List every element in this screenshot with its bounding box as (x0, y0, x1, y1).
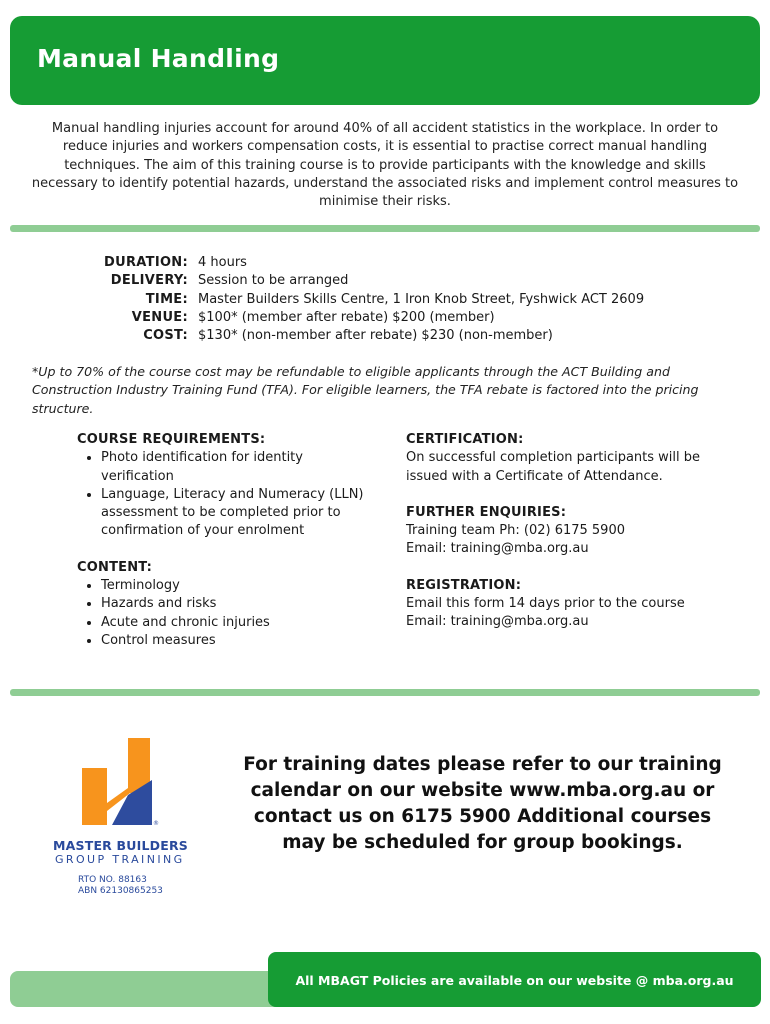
abn-number: ABN 62130865253 (78, 886, 163, 896)
list-item: • Terminology (101, 577, 377, 595)
list-item: • Control measures (101, 632, 377, 650)
certification-title: CERTIFICATION: (406, 432, 524, 447)
training-dates-message: For training dates please refer to our training calendar on our website www.mba.org.au or contact us on 6175 5900 Additional courses may be scheduled for group bookings. (243, 754, 722, 853)
course-details (60, 254, 644, 345)
enquiries-title: FURTHER ENQUIRIES: (406, 504, 567, 520)
requirements-list (77, 449, 377, 540)
list-item: • Acute and chronic injuries (101, 614, 377, 632)
list-item: • Language, Literacy and Numeracy (LLN) assessment to be completed prior to confirmation of your enrolment (101, 486, 377, 541)
left-column (77, 431, 377, 650)
enquiries-phone: Training team Ph: (02) 6175 5900 (406, 523, 625, 539)
content-title: CONTENT: (77, 559, 153, 575)
right-column (406, 431, 726, 632)
divider-top (10, 225, 760, 232)
rto-number: RTO NO. 88163 (78, 875, 147, 885)
detail-row-cost: COST: $130* (non-member after rebate) $230 (non-member) (143, 328, 553, 344)
intro-paragraph: Manual handling injuries account for around 40% of all accident statistics in the workplace. In order to reduce injuries and workers compensation costs, it is essential to practise correct manual handling techniques. The aim of this training course is to provide participants with the knowledge and skills necessary to identify potential hazards, understand the associated risks and implement control measures to minimise their risks. (31, 121, 739, 210)
footer-text: All MBAGT Policies are available on our website @ mba.org.au (295, 973, 734, 988)
detail-row-time: TIME: Master Builders Skills Centre, 1 Iron Knob Street, Fyshwick ACT 2609 (145, 291, 645, 307)
enquiries-email: Email: training@mba.org.au (406, 541, 589, 557)
footer-banner (268, 952, 761, 1007)
detail-row-venue: VENUE: $100* (member after rebate) $200 (member) (131, 309, 495, 325)
registration-title: REGISTRATION: (406, 577, 522, 593)
detail-row-delivery: DELIVERY: Session to be arranged (110, 273, 349, 289)
logo-subtitle: GROUP TRAINING (55, 853, 185, 866)
registration-email: Email: training@mba.org.au (406, 614, 589, 630)
divider-bottom (10, 689, 760, 696)
svg-text:®: ® (153, 820, 159, 827)
detail-row-duration: DURATION: 4 hours (104, 255, 247, 270)
list-item: • Photo identification for identity verification (101, 449, 377, 486)
rebate-note: *Up to 70% of the course cost may be refundable to eligible applicants through the ACT Building and Construction Industry Training Fund (TFA). For eligible learners, the TFA rebate is factored into the pricing structure. (32, 364, 699, 416)
registration-text: Email this form 14 days prior to the course (406, 596, 685, 612)
list-item: • Hazards and risks (101, 595, 377, 613)
certification-text: On successful completion participants will be issued with a Certificate of Attendance. (406, 450, 701, 484)
requirements-title: COURSE REQUIREMENTS: (77, 432, 266, 447)
logo-registration (78, 875, 163, 897)
page-title: Manual Handling (37, 44, 280, 73)
title-banner (10, 16, 760, 105)
content-list (77, 577, 377, 650)
logo-name: MASTER BUILDERS (53, 838, 188, 853)
